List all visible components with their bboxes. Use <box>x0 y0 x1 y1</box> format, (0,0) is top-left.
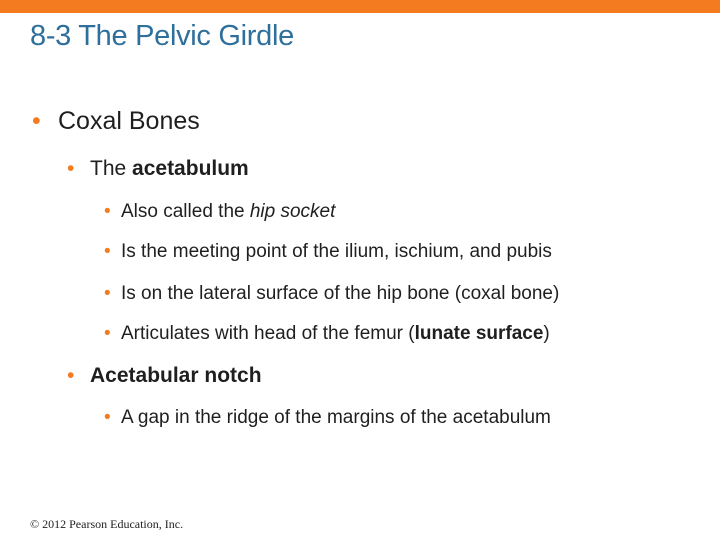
bullet-dot: • <box>67 157 75 180</box>
bullet-dot: • <box>104 283 111 304</box>
bullet-articulates-suffix: ) <box>543 323 550 344</box>
bullet-articulates-prefix: Articulates with head of the femur ( <box>121 323 415 344</box>
bullet-dot: • <box>67 364 75 387</box>
bullet-dot: • <box>104 407 111 428</box>
bullet-lunate-surface: lunate surface <box>414 323 544 344</box>
bullet-dot: • <box>32 107 41 135</box>
bullet-dot: • <box>104 201 111 222</box>
bullet-articulates <box>121 323 550 345</box>
bullet-also-called <box>121 201 335 223</box>
slide-title: 8-3 The Pelvic Girdle <box>30 20 294 52</box>
bullet-meeting-point: Is the meeting point of the ilium, ischium, and pubis <box>121 241 552 262</box>
bullet-acetabulum-term: acetabulum <box>132 157 249 180</box>
bullet-dot: • <box>104 241 111 262</box>
bullet-acetabular-notch: Acetabular notch <box>90 364 262 387</box>
bullet-coxal-bones: Coxal Bones <box>58 107 200 135</box>
bullet-acetabulum <box>90 157 249 181</box>
bullet-dot: • <box>104 323 111 344</box>
bullet-acetabulum-prefix: The <box>90 157 133 180</box>
top-accent-bar <box>0 0 720 13</box>
bullet-lateral-surface: Is on the lateral surface of the hip bone (coxal bone) <box>121 283 560 304</box>
bullet-also-called-prefix: Also called the <box>121 201 250 222</box>
copyright-footer: © 2012 Pearson Education, Inc. <box>30 517 184 531</box>
bullet-hip-socket: hip socket <box>249 201 336 222</box>
bullet-gap: A gap in the ridge of the margins of the acetabulum <box>121 407 551 428</box>
